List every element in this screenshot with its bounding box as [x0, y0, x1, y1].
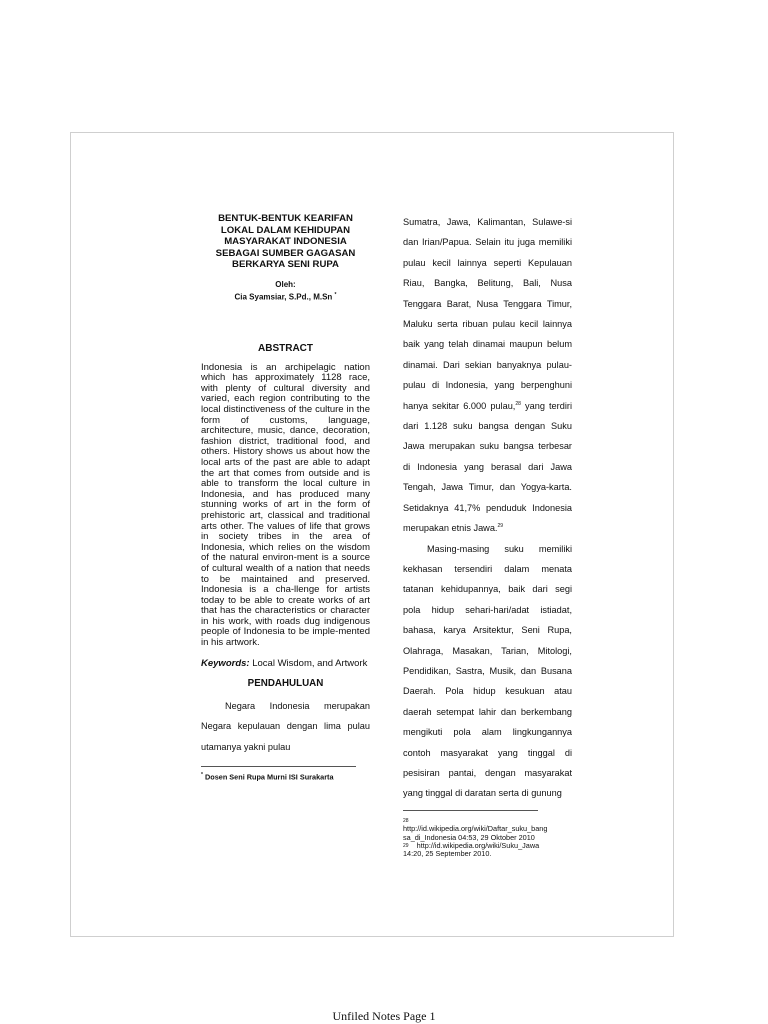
footnote-link[interactable]: http://id.wikipedia.org/wiki/Daftar_suku_bang — [403, 824, 548, 834]
title-line: MASYARAKAT INDONESIA — [224, 236, 347, 248]
footnote-list — [403, 817, 572, 859]
article-title — [201, 213, 370, 271]
footnote-ref: 28 — [515, 400, 521, 407]
byline-label: Oleh: — [275, 279, 296, 289]
footnote-number: 29 — [403, 843, 409, 849]
title-line: SEBAGAI SUMBER GAGASAN — [215, 247, 356, 259]
abstract-heading: ABSTRACT — [258, 342, 313, 354]
author-name: Cia Syamsiar, S.Pd., M.Sn * — [234, 291, 337, 302]
keywords — [201, 659, 370, 670]
footnote-item — [403, 817, 572, 842]
section-heading: PENDAHULUAN — [247, 677, 324, 689]
title-line: LOKAL DALAM KEHIDUPAN — [220, 224, 351, 236]
body-paragraph: Sumatra, Jawa, Kalimantan, Sulawe-si dan Irian/Papua. Selain itu juga memiliki pulau kecil lainnya seperti Kepulauan Riau, Bangka, Belitung, Bali, Nusa Tenggara Barat, Nusa Tenggara Timur, Maluku serta ribuan pulau kecil lainnya baik yang telah dinamai maupun belum dinamai. Dari sekian banyaknya pulau-pulau di Indonesia, yang berpenghuni hanya sekitar 6.000 pulau,$^{28}$ yang terdiri dari 1.128 suku bangsa dengan Suku Jawa merupakan suku bangsa terbesar di Indonesia yang berasal dari Jawa Tengah, Jawa Timur, dan Yogya-karta. Setidaknya 41,7% penduduk Indonesia merupakan etnis Jawa.$^{29}$ — [403, 217, 572, 534]
footnote-rule — [403, 810, 538, 811]
footnote-detail: 14:20, 25 September 2010. — [403, 849, 492, 859]
footnote-link[interactable]: http://id.wikipedia.org/wiki/Suku_Jawa — [416, 841, 540, 850]
author-footnote: * Dosen Seni Rupa Murni ISI Surakarta — [201, 772, 334, 782]
intro-paragraph: Negara Indonesia merupakan Negara kepulauan dengan lima pulau utamanya yakni pulau — [201, 700, 370, 752]
keywords-text: Local Wisdom, and Artwork — [249, 657, 368, 669]
footnote-item — [403, 842, 572, 859]
page-footer: Unfiled Notes Page 1 — [332, 1009, 436, 1023]
keywords-label: Keywords: — [201, 657, 250, 669]
footnote-detail: sa_di_Indonesia 04:53, 29 Oktober 2010 — [403, 832, 535, 842]
byline — [201, 280, 370, 303]
right-column — [403, 212, 572, 859]
footnote-rule — [201, 766, 356, 767]
title-line: BERKARYA SENI RUPA — [232, 259, 339, 271]
abstract-text: Indonesia is an archipelagic nation which has approximately 1128 race, with plenty of cultural diversity and varied, each region contributing to the local distinctiveness of the culture in the form of customs, language, architecture, music, dance, decoration, fashion district, traditional food, and others. History shows us about how the local arts of the past are able to adapt the art that comes from outside and is able to transform the local culture in Indonesia, and has produced many stunning works of art in the form of prehistoric art, classical and traditional arts other. The values of life that grows in society tribes in the area of Indonesia, which relies on the wisdom of the natural environ-ment is a source of cultural wealth of a nation that needs to be maintained and preserved. Indonesia is a cha-llenge for artists today to be able to create works of art that has the characteristics or character in his work, with roads dug indigenous people of Indonesia to be imple-mented in his artwork. — [201, 361, 370, 649]
footnote-ref: 29 — [497, 523, 504, 530]
footnote-number: 28 — [403, 817, 409, 824]
title-line: BENTUK-BENTUK KEARIFAN — [218, 213, 353, 224]
page-frame — [70, 132, 674, 937]
left-column — [201, 213, 370, 782]
body-paragraph: Masing-masing suku memiliki kekhasan tersendiri dalam menata tatanan kehidupannya, baik dari segi pola hidup sehari-hari/adat istiadat, bahasa, karya Arsitektur, Seni Rupa, Olahraga, Masakan, Tarian, Mitologi, Pendidikan, Sastra, Musik, dan Busana Daerah. Pola hidup kesukuan atau daerah setempat lahir dan berkembang mengikuti pola alam lingkungannya contoh masyarakat yang tinggal di pesisiran pantai, dengan masyarakat yang tinggal di daratan serta di gunung — [403, 543, 572, 799]
author-footnote-mark: * — [334, 291, 337, 298]
